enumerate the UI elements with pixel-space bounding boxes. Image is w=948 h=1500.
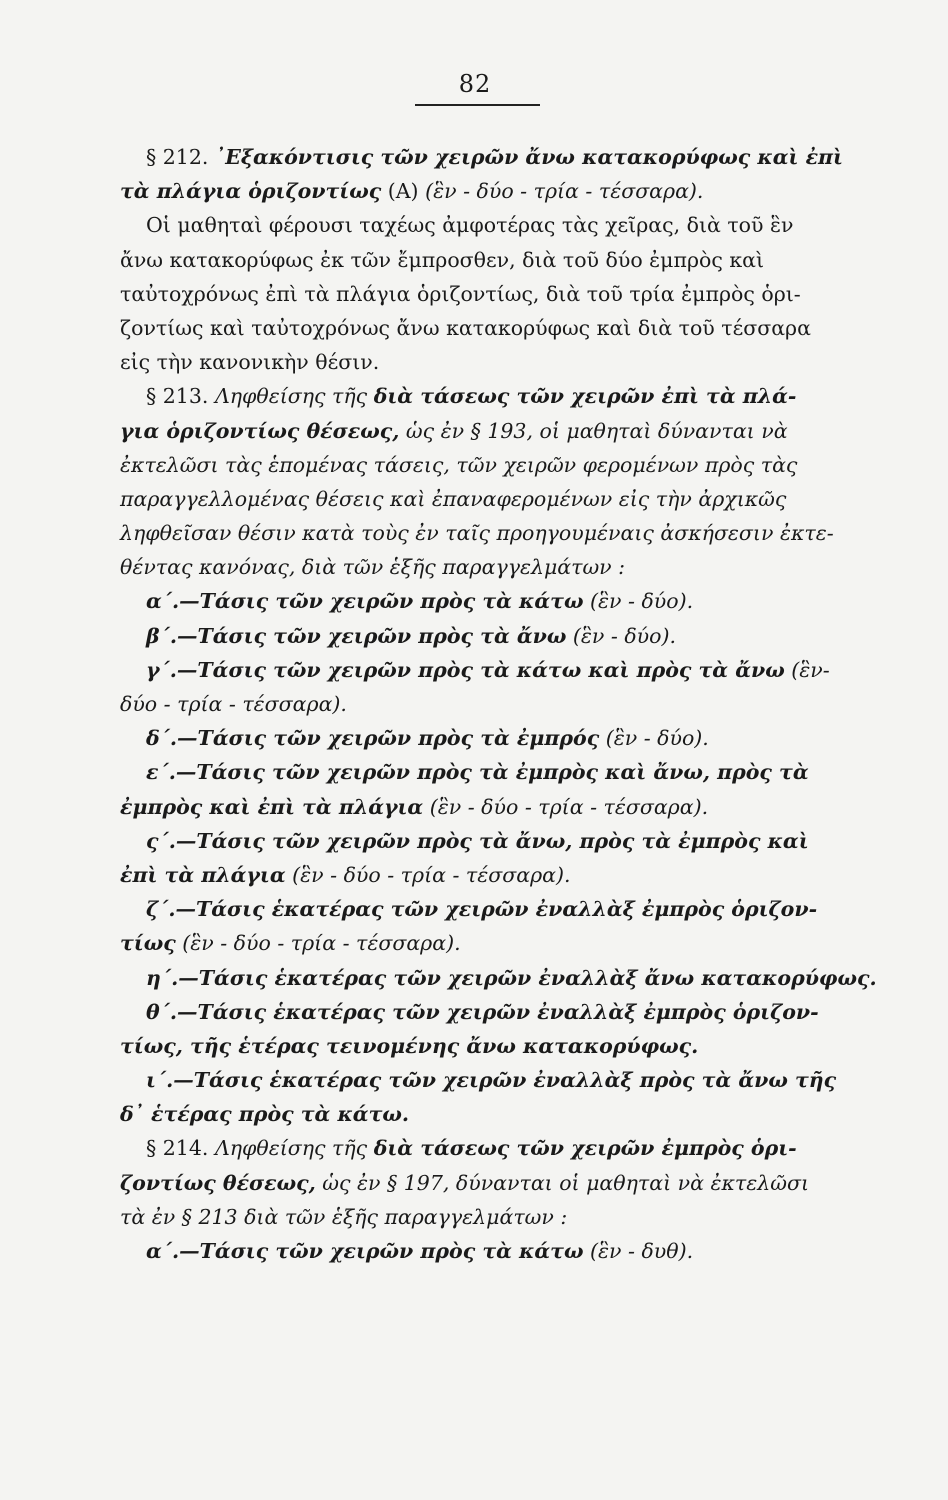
s214-intro: Ληφθείσης τῆς (214, 1136, 368, 1161)
s214-line-1 (120, 1131, 885, 1165)
s213-line-2 (120, 414, 885, 448)
command-text: τίως (120, 931, 176, 956)
s213-paragraph-line: ληφθεῖσαν θέσιν κατὰ τοὺς ἐν ταῖς προηγουμέναις ἀσκήσεσιν ἐκτε- (120, 521, 834, 546)
command-text: α΄.—Τάσις τῶν χειρῶν πρὸς τὰ κάτω (146, 589, 584, 614)
s214-line-2 (120, 1166, 885, 1200)
command-count: (ἓν - δύο). (590, 589, 694, 614)
command-text: γ΄.—Τάσις τῶν χειρῶν πρὸς τὰ κάτω καὶ πρὸς τὰ ἄνω (146, 657, 785, 682)
command-count: (ἓν - δύο). (572, 623, 677, 648)
s214-paragraph-line: τὰ ἐν § 213 διὰ τῶν ἑξῆς παραγγελμάτων : (120, 1204, 568, 1229)
command-text: α΄.—Τάσις τῶν χειρῶν πρὸς τὰ κάτω (146, 1239, 584, 1263)
s213-reference: ὡς ἐν § 193, οἱ μαθηταὶ δύνανται νὰ (405, 418, 788, 443)
s212-heading-line-1 (120, 140, 885, 174)
s212-count: (ἓν - δύο - τρία - τέσσαρα). (425, 179, 704, 204)
s212-number: § 212. (146, 145, 209, 169)
command-item-s: ς΄.—Τάσις τῶν χειρῶν πρὸς τὰ ἄνω, πρὸς τὰ ἐμπρὸς καὶ (146, 828, 809, 853)
page-number: 82 (458, 70, 492, 98)
s212-heading-line-2 (120, 174, 885, 208)
s214-reference: ὡς ἐν § 197, δύνανται οἱ μαθηταὶ νὰ ἐκτελῶσι (322, 1170, 809, 1195)
command-item-z: ζ΄.—Τάσις ἑκατέρας τῶν χειρῶν ἐναλλὰξ ἐμπρὸς ὁριζον- (146, 897, 818, 922)
s213-number: § 213. (146, 384, 209, 409)
command-item-e-cont (120, 790, 885, 824)
command-item-th: θ΄.—Τάσις ἑκατέρας τῶν χειρῶν ἐναλλὰξ ἐμπρὸς ὁριζον- (146, 999, 819, 1024)
s213-intro: Ληφθείσης τῆς (214, 384, 368, 409)
command-item-th-cont: τίως, τῆς ἑτέρας τεινομένης ἄνω κατακορύφως. (120, 1033, 699, 1058)
s213-line-1 (120, 379, 885, 413)
command-item-h: η΄.—Τάσις ἑκατέρας τῶν χειρῶν ἐναλλὰξ ἄνω κατακορύφως. (146, 965, 877, 990)
s212-paragraph-line: εἰς τὴν κανονικὴν θέσιν. (120, 350, 380, 375)
s213-paragraph-line: θέντας κανόνας, διὰ τῶν ἑξῆς παραγγελμάτων : (120, 555, 626, 580)
s213-paragraph-line: παραγγελλομένας θέσεις καὶ ἐπαναφερομένων εἰς τὴν ἀρχικῶς (120, 486, 787, 511)
command-text: β΄.—Τάσις τῶν χειρῶν πρὸς τὰ ἄνω (146, 623, 567, 648)
s214-position: διὰ τάσεως τῶν χειρῶν ἐμπρὸς ὁρι- (373, 1136, 797, 1161)
s213-position-cont: για ὁριζοντίως θέσεως, (120, 418, 400, 443)
s213-position: διὰ τάσεως τῶν χειρῶν ἐπὶ τὰ πλά- (373, 384, 797, 409)
s214-command-item-a (120, 1234, 885, 1268)
s212-paragraph-line: Οἱ μαθηταὶ φέρουσι ταχέως ἀμφοτέρας τὰς χεῖρας, διὰ τοῦ ἓν (146, 213, 794, 238)
s213-paragraph-line: ἐκτελῶσι τὰς ἑπομένας τάσεις, τῶν χειρῶν φερομένων πρὸς τὰς (120, 452, 798, 477)
command-count: (ἓν - δύο - τρία - τέσσαρα). (292, 862, 571, 887)
s214-position-cont: ζοντίως θέσεως, (120, 1170, 316, 1195)
s212-paragraph-line: ζοντίως καὶ ταὐτοχρόνως ἄνω κατακορύφως καὶ διὰ τοῦ τέσσαρα (120, 315, 811, 340)
command-text: ἐπὶ τὰ πλάγια (120, 862, 286, 887)
command-item-z-cont (120, 926, 885, 960)
s214-number: § 214. (146, 1136, 209, 1161)
command-text: ἐμπρὸς καὶ ἐπὶ τὰ πλάγια (120, 794, 424, 819)
command-count: (ἓν - δύο - τρία - τέσσαρα). (429, 794, 709, 819)
s212-paragraph-line: ἄνω κατακορύφως ἐκ τῶν ἔμπροσθεν, διὰ τοῦ δύο ἐμπρὸς καὶ (120, 247, 765, 272)
command-count: (ἓν - δύο). (605, 726, 709, 751)
header-rule (415, 104, 540, 106)
s212-paragraph-line: ταὐτοχρόνως ἐπὶ τὰ πλάγια ὁριζοντίως, διὰ τοῦ τρία ἐμπρὸς ὁρι- (120, 281, 801, 306)
command-item-i: ι΄.—Τάσις ἑκατέρας τῶν χειρῶν ἐναλλὰξ πρὸς τὰ ἄνω τῆς (146, 1068, 837, 1093)
command-count: (ἓν- (791, 657, 830, 682)
command-count: (ἓν - δυθ). (590, 1239, 694, 1263)
s212-label: (Α) (387, 179, 419, 204)
command-item-g-cont: δύο - τρία - τέσσαρα). (120, 692, 347, 716)
command-item-i-cont: δ᾽ ἑτέρας πρὸς τὰ κάτω. (120, 1102, 410, 1127)
command-item-d (120, 721, 885, 755)
command-item-a (120, 584, 885, 618)
s212-title-cont: τὰ πλάγια ὁριζοντίως (120, 179, 382, 204)
command-item-s-cont (120, 858, 885, 892)
page-body (120, 140, 885, 1268)
command-item-g (120, 653, 885, 687)
command-text: δ΄.—Τάσις τῶν χειρῶν πρὸς τὰ ἐμπρός (146, 726, 600, 751)
s212-title: ᾿Εξακόντισις τῶν χειρῶν ἄνω κατακορύφως καὶ ἐπὶ (214, 145, 843, 169)
command-count: (ἓν - δύο - τρία - τέσσαρα). (182, 931, 461, 956)
command-item-e: ε΄.—Τάσις τῶν χειρῶν πρὸς τὰ ἐμπρὸς καὶ ἄνω, πρὸς τὰ (146, 760, 809, 785)
command-item-b (120, 619, 885, 653)
